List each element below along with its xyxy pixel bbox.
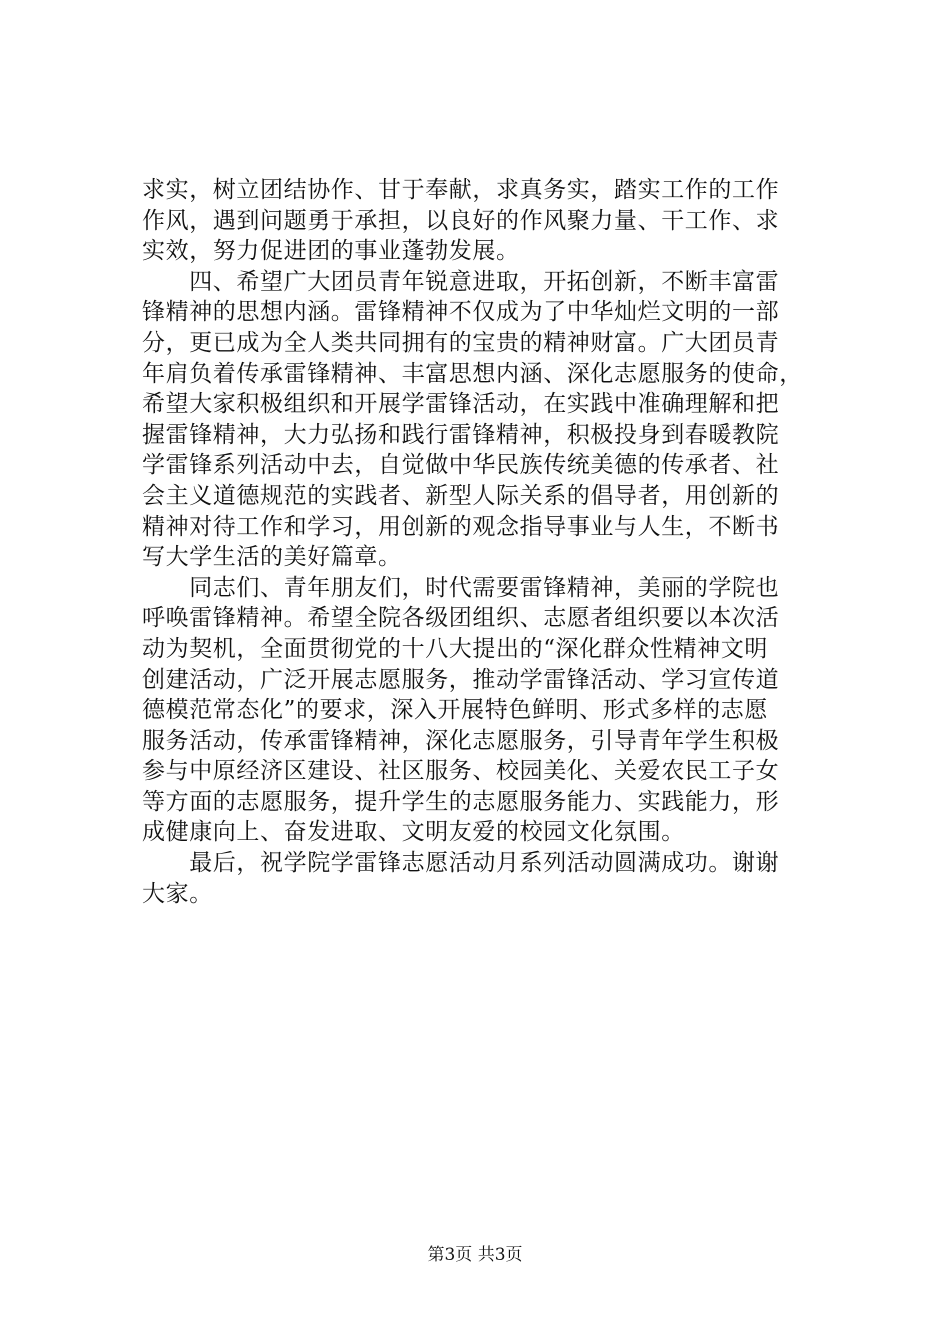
text-line: 分，更已成为全人类共同拥有的宝贵的精神财富。广大团员青 <box>142 329 780 356</box>
text-line: 年肩负着传承雷锋精神、丰富思想内涵、深化志愿服务的使命， <box>142 360 803 387</box>
text-line: 会主义道德规范的实践者、新型人际关系的倡导者，用创新的 <box>142 482 780 509</box>
text-line: 呼唤雷锋精神。希望全院各级团组织、志愿者组织要以本次活 <box>142 605 780 632</box>
text-line: 成健康向上、奋发进取、文明友爱的校园文化氛围。 <box>142 819 685 846</box>
text-line: 参与中原经济区建设、社区服务、校园美化、关爱农民工子女 <box>142 758 780 785</box>
text-line: 作风，遇到问题勇于承担，以良好的作风聚力量、干工作、求 <box>142 207 780 234</box>
text-line: 精神对待工作和学习，用创新的观念指导事业与人生，不断书 <box>142 513 780 540</box>
text-line: 写大学生活的美好篇章。 <box>142 544 402 571</box>
text-line: 德模范常态化”的要求，深入开展特色鲜明、形式多样的志愿 <box>142 697 768 724</box>
text-line: 最后，祝学院学雷锋志愿活动月系列活动圆满成功。谢谢 <box>142 850 780 877</box>
text-line: 学雷锋系列活动中去，自觉做中华民族传统美德的传承者、社 <box>142 452 780 479</box>
text-line: 锋精神的思想内涵。雷锋精神不仅成为了中华灿烂文明的一部 <box>142 299 780 326</box>
text-line: 等方面的志愿服务，提升学生的志愿服务能力、实践能力，形 <box>142 788 780 815</box>
text-line: 大家。 <box>142 880 213 907</box>
text-line: 四、希望广大团员青年锐意进取，开拓创新，不断丰富雷 <box>142 268 780 295</box>
text-line: 服务活动，传承雷锋精神，深化志愿服务，引导青年学生积极 <box>142 727 780 754</box>
text-line: 同志们、青年朋友们，时代需要雷锋精神，美丽的学院也 <box>142 574 780 601</box>
text-line: 实效，努力促进团的事业蓬勃发展。 <box>142 238 520 265</box>
text-line: 创建活动，广泛开展志愿服务，推动学雷锋活动、学习宣传道 <box>142 666 780 693</box>
text-line: 动为契机，全面贯彻党的十八大提出的“深化群众性精神文明 <box>142 635 768 662</box>
text-line: 握雷锋精神，大力弘扬和践行雷锋精神，积极投身到春暖教院 <box>142 421 780 448</box>
text-line: 求实，树立团结协作、甘于奉献，求真务实，踏实工作的工作 <box>142 177 780 203</box>
page-number-footer: 第3页 共3页 <box>427 1245 523 1265</box>
text-line: 希望大家积极组织和开展学雷锋活动，在实践中准确理解和把 <box>142 391 780 418</box>
document-body <box>142 175 842 909</box>
